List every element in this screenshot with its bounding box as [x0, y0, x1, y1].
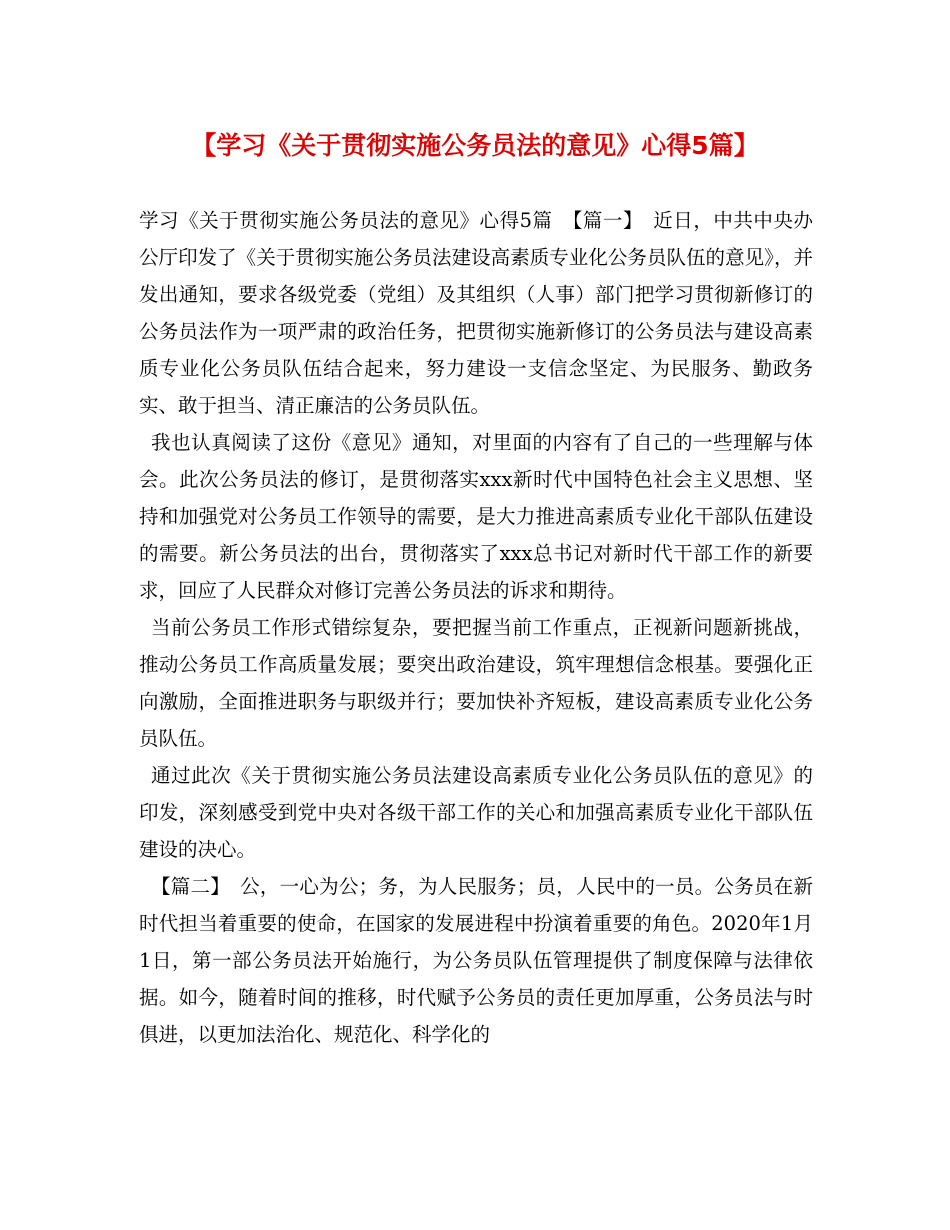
- paragraph-5: 【篇二】 公，一心为公；务，为人民服务；员，人民中的一员。公务员在新时代担当着重要的使命，在国家的发展进程中扮演着重要的角色。2020年1月1日，第一部公务员法开始施行，为公务员队伍管理提供了制度保障与法律依据。如今，随着时间的推移，时代赋予公务员的责任更加厚重，公务员法与时俱进，以更加法治化、规范化、科学化的: [139, 875, 813, 1046]
- document-body: [139, 202, 813, 1053]
- paragraph-1: 学习《关于贯彻实施公务员法的意见》心得5篇 【篇一】 近日，中共中央办公厅印发了《关于贯彻实施公务员法建设高素质专业化公务员队伍的意见》，并发出通知，要求各级党委（党组）及其组织（人事）部门把学习贯彻新修订的公务员法作为一项严肃的政治任务，把贯彻实施新修订的公务员法与建设高素质专业化公务员队伍结合起来，努力建设一支信念坚定、为民服务、勤政务实、敢于担当、清正廉洁的公务员队伍。: [139, 209, 813, 417]
- document-title: 【学习《关于贯彻实施公务员法的意见》心得5篇】: [191, 131, 759, 160]
- paragraph-4: 通过此次《关于贯彻实施公务员法建设高素质专业化公务员队伍的意见》的印发，深刻感受到党中央对各级干部工作的关心和加强高素质专业化干部队伍建设的决心。: [139, 764, 813, 861]
- paragraph-2: 我也认真阅读了这份《意见》通知，对里面的内容有了自己的一些理解与体会。此次公务员法的修订，是贯彻落实xxx新时代中国特色社会主义思想、坚持和加强党对公务员工作领导的需要，是大力推进高素质专业化干部队伍建设的需要。新公务员法的出台，贯彻落实了xxx总书记对新时代干部工作的新要求，回应了人民群众对修订完善公务员法的诉求和期待。: [139, 431, 813, 602]
- paragraph-3: 当前公务员工作形式错综复杂，要把握当前工作重点，正视新问题新挑战，推动公务员工作高质量发展；要突出政治建设，筑牢理想信念根基。要强化正向激励，全面推进职务与职级并行；要加快补齐短板，建设高素质专业化公务员队伍。: [139, 616, 813, 750]
